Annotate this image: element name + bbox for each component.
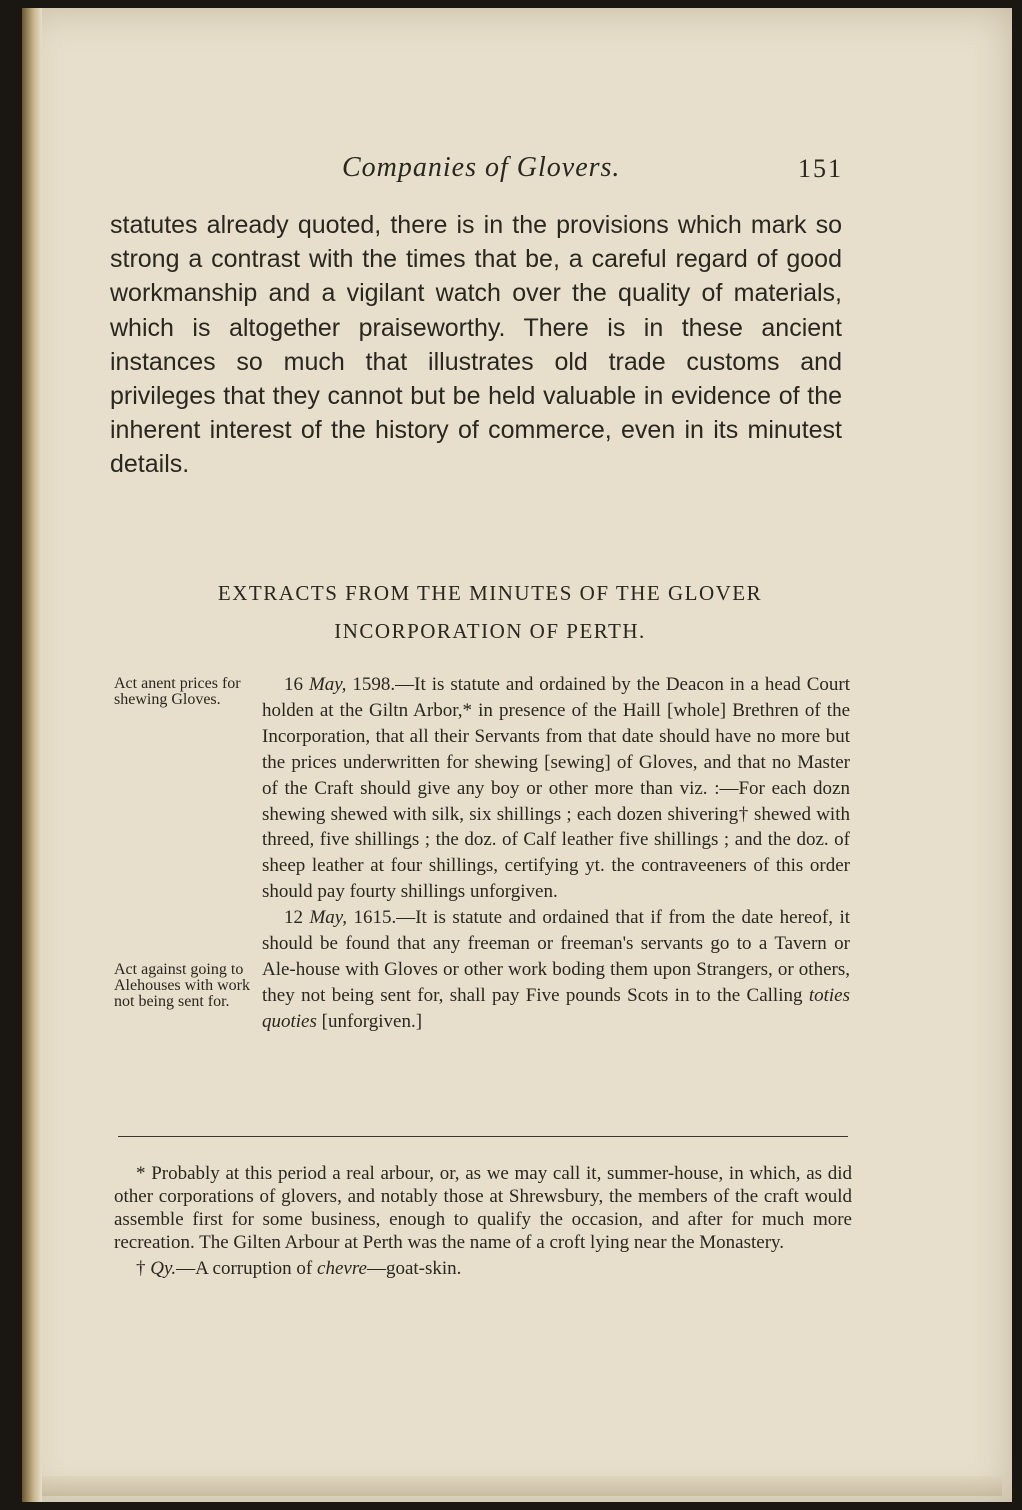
entry-1615 bbox=[262, 905, 850, 1035]
section-heading bbox=[110, 574, 870, 650]
entry-1615-day: 12 bbox=[284, 907, 303, 929]
footnote-arbour-text: Probably at this period a real arbour, or, as we may call it, summer-house, in which, as did other corporations of glovers, and notably those at Shrewsbury, the members of the craft would assemble first for some business, enough to qualify the occasion, and after for much more recreation. The Gilten Arbour at Perth was the name of a croft lying near the Monastery. bbox=[114, 1163, 853, 1253]
footnote-divider bbox=[118, 1136, 848, 1137]
entry-1615-month: May, bbox=[309, 907, 347, 929]
footnote-arbour-marker: * bbox=[136, 1163, 146, 1184]
footnote-chevre bbox=[114, 1257, 852, 1280]
sidenote-prices-text: Act anent prices for shewing Gloves. bbox=[114, 675, 241, 708]
footnote-chevre-label: Qy. bbox=[150, 1258, 177, 1279]
intro-text: statutes already quoted, there is in the provisions which mark so strong a contrast with the times that be, a careful regard of good workmanship and a vigilant watch over the quality of materials, which is altogether praiseworthy. There is in these ancient instances so much that illustrates old trade customs and privileges that they cannot but be held valuable in evidence of the inherent interest of the history of commerce, even in its minutest details. bbox=[110, 211, 842, 479]
intro-paragraph bbox=[110, 208, 842, 482]
section-heading-line1: EXTRACTS FROM THE MINUTES OF THE GLOVER bbox=[217, 581, 763, 605]
book-spine-shadow bbox=[22, 8, 42, 1502]
entry-1615-italic: toties quoties bbox=[262, 984, 850, 1032]
sidenote-alehouses bbox=[114, 962, 254, 1010]
entry-1615-year: 1615. bbox=[353, 907, 397, 929]
entry-1598-day: 16 bbox=[284, 674, 303, 695]
sidenote-prices bbox=[114, 676, 254, 708]
entry-1598-year: 1598. bbox=[352, 674, 396, 695]
footnote-chevre-before: —A corruption of bbox=[176, 1258, 318, 1279]
page-header bbox=[0, 152, 1022, 192]
entry-1598-month: May, bbox=[308, 674, 347, 695]
page-number: 151 bbox=[798, 154, 843, 183]
footnote-chevre-after: —goat-skin. bbox=[366, 1258, 462, 1279]
footnote-chevre-marker: † bbox=[136, 1258, 146, 1279]
entry-1598 bbox=[262, 672, 850, 905]
footnote-arbour bbox=[114, 1162, 852, 1254]
running-title: Companies of Glovers. bbox=[342, 152, 621, 183]
page-bottom-edge bbox=[42, 1476, 1002, 1496]
entry-1615-text: —It is statute and ordained that if from the date hereof, it should be found that any freeman or freeman's servants go to a Tavern or Ale-house with Gloves or other work boding them upon Strangers, or others, they not being sent for, shall pay Five pounds Scots in to the Calling bbox=[262, 907, 850, 1006]
section-heading-line2: INCORPORATION OF PERTH. bbox=[334, 619, 646, 643]
sidenote-alehouses-text: Act against going to Alehouses with work not being sent for. bbox=[114, 961, 250, 1010]
footnotes bbox=[114, 1162, 852, 1283]
entry-1598-text: —It is statute and ordained by the Deacon in a head Court holden at the Giltn Arbor,* in presence of the Haill [whole] Brethren of the Incorporation, that all their Servants from that date should have no more but the prices underwritten for shewing [sewing] of Gloves, and that no Master of the Craft should give any boy or other more than viz. :—For each dozn shewing shewed with silk, six shillings ; each dozen shivering† shewed with threed, five shillings ; the doz. of Calf leather five shillings ; and the doz. of sheep leather at four shillings, certifying yt. the contraveeners of this order should pay fourty shillings unforgiven. bbox=[262, 674, 851, 903]
minutes-entries bbox=[262, 672, 850, 1035]
footnote-chevre-italic: chevre bbox=[317, 1258, 367, 1279]
entry-1615-end: [unforgiven.] bbox=[316, 1010, 423, 1032]
